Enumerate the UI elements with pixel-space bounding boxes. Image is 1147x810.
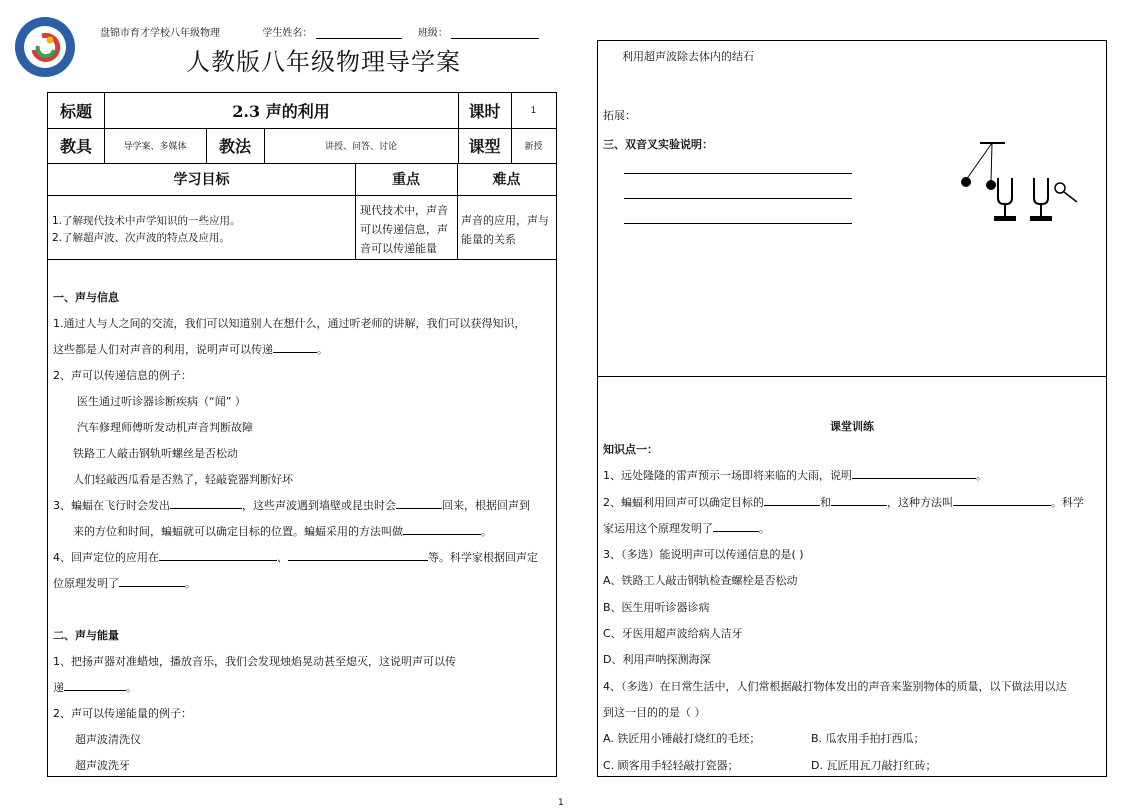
q3-text: 来的方位和时间，蝙蝠就可以确定目标的位置。蝙蝠采用的方法叫做	[73, 525, 403, 538]
continued-example: 利用超声波除去体内的结石	[622, 50, 754, 63]
q1-text: 这些都是人们对声音的利用，说明声可以传递	[53, 343, 273, 356]
example-item: 人们轻敲西瓜看是否熟了，轻敲瓷器判断好坏	[73, 473, 293, 486]
q3-option-c[interactable]: C、牙医用超声波给病人洁牙	[603, 627, 743, 641]
practice-q2-blank-4[interactable]	[713, 518, 759, 532]
practice-panel	[597, 376, 1107, 777]
school-name: 盘锦市育才学校八年级物理	[100, 28, 220, 39]
example-item: 汽车修理师傅听发动机声音判断故障	[77, 421, 253, 434]
page-number: 1	[558, 798, 564, 808]
practice-q2-text: 家运用这个原理发明了	[603, 521, 713, 535]
punct: 。	[317, 343, 328, 356]
label-method: 教法	[218, 137, 251, 156]
section-info	[53, 285, 538, 597]
difficulty-line: 能量的关系	[461, 233, 516, 246]
q4-blank-2[interactable]	[288, 547, 428, 561]
q4-option-c[interactable]: C. 顾客用手轻轻敲打瓷器；	[603, 758, 739, 772]
lesson-topic: 2.3 声的利用	[232, 102, 330, 121]
punct: 。	[126, 681, 137, 694]
difficulty-line: 声音的应用，声与	[461, 214, 549, 227]
q3-blank-2[interactable]	[396, 495, 442, 509]
example-item: 医生通过听诊器诊断疾病（“闻” ）	[77, 395, 246, 408]
practice-q4-text: 4、（多选）在日常生活中，人们常根据敲打物体发出的声音来鉴别物体的质量，以下做法用以达	[603, 679, 1067, 693]
practice-q2-blank-2[interactable]	[831, 492, 887, 506]
experiment-title: 三、双音叉实验说明：	[603, 138, 713, 151]
knowledge-point-label: 知识点一：	[603, 443, 658, 456]
q4-text: 等。科学家根据回声定	[428, 551, 538, 564]
type-value: 新授	[524, 142, 543, 152]
answer-line[interactable]	[624, 173, 852, 174]
q3-blank-3[interactable]	[403, 521, 481, 535]
practice-q1-text: 1、远处隆隆的雷声预示一场即将来临的大雨，说明	[603, 469, 852, 483]
practice-q1-blank[interactable]	[852, 465, 976, 479]
q4-option-d[interactable]: D. 瓦匠用瓦刀敲打红砖；	[811, 758, 937, 772]
example-item: 超声波洗牙	[75, 759, 130, 772]
class-field[interactable]	[451, 27, 539, 39]
period-value: 1	[530, 105, 537, 116]
goal-item: 2.了解超声波、次声波的特点及应用。	[52, 232, 231, 244]
q3-text: 回来，根据回声到	[442, 499, 530, 512]
practice-q2-text: 。科学	[1051, 495, 1084, 509]
label-type: 课型	[468, 137, 501, 156]
q1-blank[interactable]	[273, 339, 317, 353]
practice-q2-text: ，这种方法叫	[887, 495, 953, 509]
student-name-label: 学生姓名：	[262, 28, 313, 39]
tools-value: 导学案、多媒体	[123, 142, 187, 152]
q4-option-b[interactable]: B. 瓜农用手拍打西瓜；	[811, 732, 925, 746]
q4-option-a[interactable]: A. 铁匠用小锤敲打烧红的毛坯；	[603, 732, 761, 746]
punct: 、	[277, 551, 288, 564]
key-points	[360, 201, 448, 258]
practice-q2-blank-3[interactable]	[953, 492, 1051, 506]
practice-q3-text: 3、（多选）能说明声可以传递信息的是( )	[603, 548, 804, 562]
extension-label: 拓展：	[603, 109, 636, 122]
school-logo-icon	[14, 16, 76, 78]
punct: 。	[976, 469, 987, 483]
tuning-fork-figure-icon	[950, 136, 1085, 231]
q4-text: 4、回声定位的应用在	[53, 551, 159, 564]
punct: 。	[759, 521, 770, 535]
class-label: 班级：	[417, 28, 448, 39]
q1-text: 递	[53, 681, 64, 694]
section-energy-title: 二、声与能量	[53, 629, 119, 642]
q3-blank-1[interactable]	[170, 495, 242, 509]
q3-option-a[interactable]: A、铁路工人敲击钢轨检查螺栓是否松动	[603, 574, 798, 588]
method-value: 讲授、问答、讨论	[324, 142, 397, 152]
practice-q2-text: 和	[820, 495, 831, 509]
key-header: 重点	[392, 172, 420, 188]
school-header-line	[100, 24, 539, 39]
answer-line[interactable]	[624, 198, 852, 199]
goals-header: 学习目标	[173, 172, 230, 188]
q3-option-b[interactable]: B、医生用听诊器诊病	[603, 600, 710, 614]
section-info-title: 一、声与信息	[53, 291, 119, 304]
practice-q2-text: 2、蝙蝠利用回声可以确定目标的	[603, 495, 764, 509]
q1-text: 1、把扬声器对准蜡烛，播放音乐，我们会发现烛焰晃动甚至熄灭，这说明声可以传	[53, 655, 456, 668]
practice-q2-blank-1[interactable]	[764, 492, 820, 506]
example-item: 超声波清洗仪	[75, 733, 141, 746]
label-topic: 标题	[59, 102, 92, 121]
label-period: 课时	[468, 102, 501, 121]
q3-text: 3、蝙蝠在飞行时会发出	[53, 499, 170, 512]
practice-questions	[603, 437, 1084, 779]
label-tools: 教具	[59, 137, 92, 156]
section-energy	[53, 623, 456, 779]
answer-line[interactable]	[624, 223, 852, 224]
student-name-field[interactable]	[316, 27, 402, 39]
q4-text: 位原理发明了	[53, 577, 119, 590]
key-line: 可以传递信息，声	[360, 223, 448, 236]
page-title: 人教版八年级物理导学案	[186, 48, 461, 76]
punct: 。	[481, 525, 492, 538]
example-item: 铁路工人敲击钢轨听螺丝是否松动	[73, 447, 238, 460]
key-line: 音可以传递能量	[360, 242, 437, 255]
q3-option-d[interactable]: D、利用声呐探测海深	[603, 653, 711, 667]
goal-item: 1.了解现代技术中声学知识的一些应用。	[52, 215, 241, 227]
practice-title: 课堂训练	[830, 420, 874, 433]
goals-list	[52, 213, 241, 247]
practice-q4-text: 到这一目的的是（ ）	[603, 705, 706, 719]
q1-text: 1.通过人与人之间的交流，我们可以知道别人在想什么，通过听老师的讲解，我们可以获得知识，	[53, 317, 526, 330]
q4-blank-3[interactable]	[119, 573, 185, 587]
key-line: 现代技术中，声音	[360, 204, 448, 217]
q3-text: ，这些声波遇到墙壁或昆虫时会	[242, 499, 396, 512]
punct: 。	[185, 577, 196, 590]
q2-text: 2、声可以传递能量的例子：	[53, 707, 192, 720]
q2-text: 2、声可以传递信息的例子：	[53, 369, 192, 382]
energy-blank[interactable]	[64, 677, 126, 691]
difficulty-points	[461, 211, 549, 249]
difficulty-header: 难点	[492, 172, 521, 188]
q4-blank-1[interactable]	[159, 547, 277, 561]
left-panel	[47, 92, 557, 777]
